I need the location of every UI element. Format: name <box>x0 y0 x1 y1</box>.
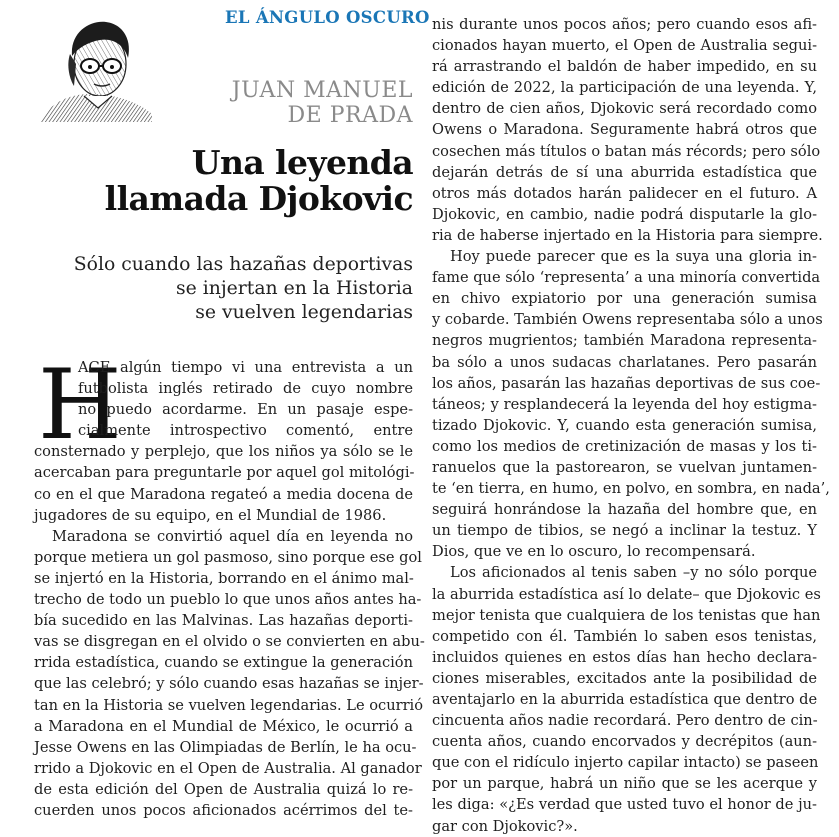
body-line: ranuelos que la pastorearon, se vuelvan juntamen- <box>432 458 817 476</box>
body-line: dejarán detrás de sí una aburrida estadística que <box>432 163 817 181</box>
body-line: jugadores de su equipo, en el Mundial de 1986. <box>34 506 387 524</box>
body-line: de esta edición del Open de Australia quizá lo re- <box>34 780 413 798</box>
body-line: cuenta años, cuando encorvados y decrépitos (aun- <box>432 733 817 751</box>
subtitle-line2: se injertan en la Historia <box>176 278 413 299</box>
body-line: competido con él. También lo saben esos tenistas, <box>432 627 817 645</box>
body-line: otros más dotados harán palidecer en el futuro. A <box>432 184 817 202</box>
author-portrait-illustration <box>40 14 152 122</box>
body-line: consternado y perplejo, que los niños ya sólo se le <box>34 443 413 461</box>
body-line: ACE algún tiempo vi una entrevista a un <box>78 359 413 376</box>
body-line: negros mugrientos; también Maradona representa- <box>432 332 817 350</box>
body-line: ba sólo a unos sudacas charlatanes. Pero pasarán <box>432 353 817 371</box>
body-line: y cobarde. También Owens representaba sólo a unos <box>432 311 823 329</box>
body-line: nis durante unos pocos años; pero cuando esos afi- <box>432 16 817 33</box>
body-line: co en el que Maradona regateó a media docena de <box>34 485 413 503</box>
body-line: que las celebró; y sólo cuando esas hazañas se injer- <box>34 675 424 693</box>
headline-line1: Una leyenda <box>191 143 413 182</box>
body-line: trecho de todo un pueblo lo que unos años antes ha- <box>34 591 422 609</box>
body-line: gar con Djokovic?». <box>432 817 578 835</box>
body-line: les diga: «¿Es verdad que usted tuvo el honor de ju- <box>432 796 817 814</box>
body-line: Jesse Owens en las Olimpiadas de Berlín, le ha ocu- <box>34 738 417 756</box>
body-line: se injertó en la Historia, borrando en el ánimo mal- <box>34 569 414 587</box>
body-line: cincuenta años nadie recordará. Pero dentro de cin- <box>432 712 818 730</box>
body-line: Dios, que ve en lo oscuro, lo recompensará. <box>432 543 756 561</box>
drop-cap: H <box>38 349 122 461</box>
author-name <box>215 78 413 128</box>
body-line: táneos; y resplandecerá la leyenda del hoy estigma- <box>432 395 817 413</box>
body-line: bía sucedido en las Malvinas. Las hazañas deporti- <box>34 612 413 630</box>
body-line: cosechen más títulos o batan más récords; pero sólo <box>432 142 821 160</box>
body-line: Hoy puede parecer que es la suya una gloria in- <box>450 248 817 266</box>
body-line: porque metiera un gol pasmoso, sino porque ese gol <box>34 548 422 566</box>
headline <box>60 145 413 217</box>
body-line: acercaban para preguntarle por aquel gol mitológi- <box>34 464 415 482</box>
body-line: Djokovic, en cambio, nadie podrá disputarle la glo- <box>432 205 817 223</box>
body-line: rá arrastrando el baldón de haber impedido, en su <box>432 58 817 76</box>
body-line: vas se disgregan en el olvido o se convierten en abu- <box>34 633 425 651</box>
body-line: aventajarlo en la aburrida estadística que dentro de <box>432 691 818 708</box>
body-line: cuerden unos pocos aficionados acérrimos del te- <box>34 801 413 819</box>
author-name-line1: JUAN MANUEL <box>231 78 413 103</box>
body-line: ciones miserables, excitados ante la posibilidad de <box>432 669 817 687</box>
body-line: incluidos quienes en estos días han hecho declara- <box>432 648 817 666</box>
subtitle-line1: Sólo cuando las hazañas deportivas <box>73 254 413 275</box>
body-line: dentro de cien años, Djokovic será recordado como <box>432 100 817 118</box>
body-line: que con el ridículo injerto capilar intacto) se paseen <box>432 754 819 772</box>
body-line: seguirá honrándose la hazaña del hombre que, en <box>432 501 817 519</box>
body-line: Owens o Maradona. Seguramente habrá otros que <box>432 121 817 139</box>
body-line: en chivo expiatorio por una generación sumisa <box>432 290 817 308</box>
headline-line2: llamada Djokovic <box>104 179 413 218</box>
body-line: tizado Djokovic. Y, cuando esta generación sumisa, <box>432 416 817 434</box>
author-name-line2: DE PRADA <box>287 103 413 128</box>
body-line: fame que sólo ‘representa’ a una minoría convertida <box>432 269 821 287</box>
body-line: a Maradona en el Mundial de México, le ocurrió a <box>34 717 413 735</box>
body-line: los años, pasarán las hazañas deportivas de sus coe- <box>432 374 821 392</box>
section-label: EL ÁNGULO OSCURO <box>225 8 430 27</box>
subtitle-line3: se vuelven legendarias <box>195 302 413 323</box>
body-line: rrido a Djokovic en el Open de Australia. Al ganador <box>34 759 422 777</box>
body-line: Los aficionados al tenis saben –y no sólo porque <box>450 564 817 582</box>
body-line: ria de haberse injertado en la Historia para siempre. <box>432 226 823 244</box>
body-line: cialmente introspectivo comentó, entre <box>78 422 413 440</box>
article-column-right <box>432 14 830 837</box>
body-line: te ‘en tierra, en humo, en polvo, en sombra, en nada’, <box>432 480 830 498</box>
subtitle <box>30 253 413 325</box>
body-line: mejor tenista que cualquiera de los tenistas que han <box>432 606 821 624</box>
body-line: cionados hayan muerto, el Open de Australia segui- <box>432 37 817 55</box>
article-column-left <box>34 349 425 821</box>
body-line: rrida estadística, cuando se extingue la generación <box>34 654 413 672</box>
body-line: un tiempo de tibios, se negó a inclinar la testuz. Y <box>432 522 817 540</box>
body-line: futbolista inglés retirado de cuyo nombre <box>78 380 413 398</box>
body-line: la aburrida estadística así lo delate– que Djokovic es <box>432 585 821 603</box>
body-line: como los medios de cretinización de masas y los ti- <box>432 437 817 455</box>
body-line: Maradona se convirtió aquel día en leyenda no <box>52 527 413 545</box>
body-line: tan en la Historia se vuelven legendarias. Le ocurrió <box>34 696 424 714</box>
body-line: por un parque, habrá un niño que se les acerque y <box>432 775 817 793</box>
body-line: edición de 2022, la participación de una leyenda. Y, <box>432 79 817 97</box>
body-line: no puedo acordarme. En un pasaje espe- <box>78 401 413 419</box>
